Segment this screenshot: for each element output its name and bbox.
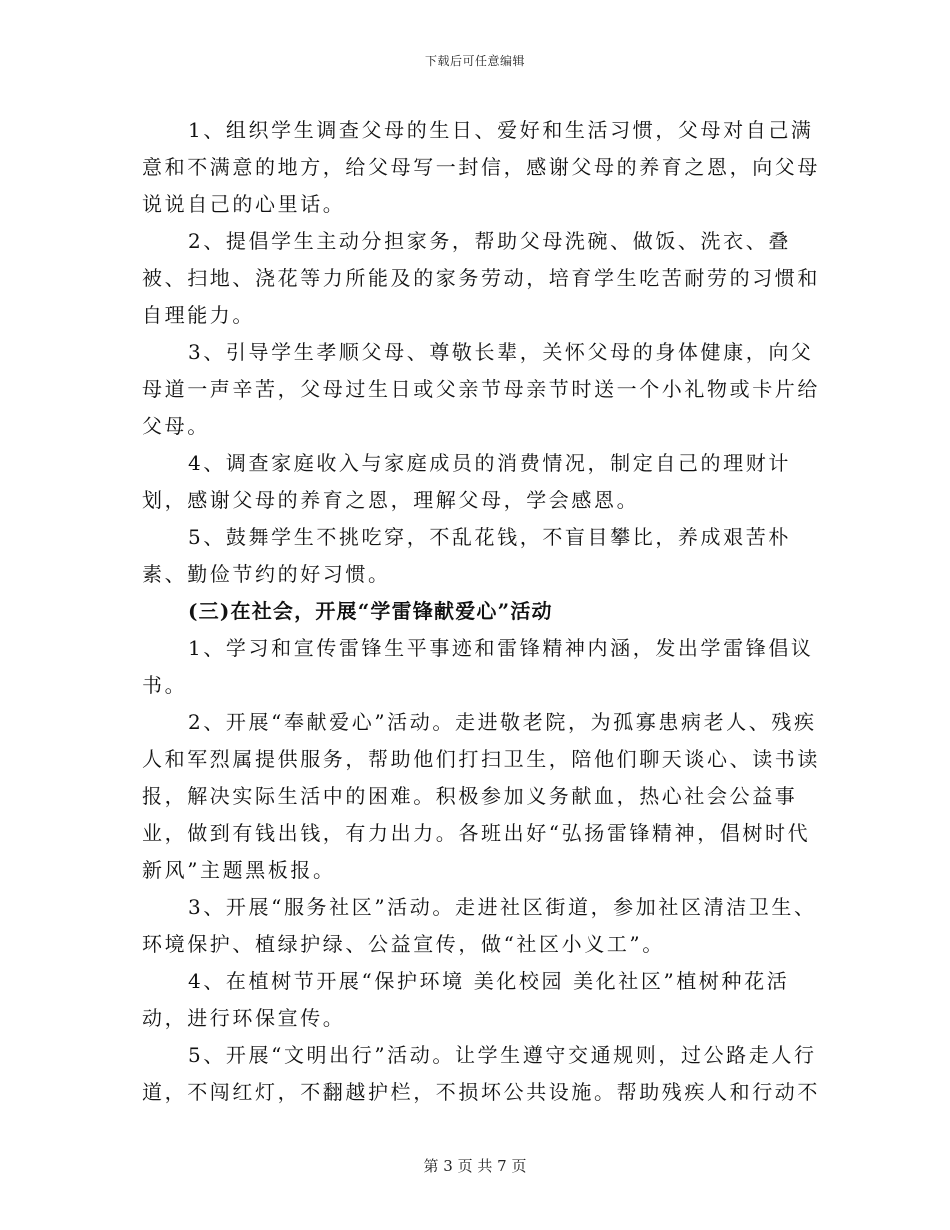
paragraph-item-5: 5、鼓舞学生不挑吃穿，不乱花钱，不盲目攀比，养成艰苦朴素、勤俭节约的好习惯。 bbox=[142, 525, 791, 586]
paragraph-item-3: 3、引导学生孝顺父母、尊敬长辈，关怀父母的身体健康，向父母道一声辛苦，父母过生日或父亲节母亲节时送一个小礼物或卡片给父母。 bbox=[142, 340, 820, 438]
document-body bbox=[142, 112, 822, 1111]
paragraph-item-4: 4、调查家庭收入与家庭成员的消费情况，制定自己的理财计划，感谢父母的养育之恩，理解父母，学会感恩。 bbox=[142, 451, 791, 512]
paragraph-item-2: 2、提倡学生主动分担家务，帮助父母洗碗、做饭、洗衣、叠被、扫地、浇花等力所能及的家务劳动，培育学生吃苦耐劳的习惯和自理能力。 bbox=[142, 229, 820, 327]
section-heading: (三)在社会，开展“学雷锋献爱心”活动 bbox=[188, 599, 553, 623]
page-number: 第 3 页 共 7 页 bbox=[423, 1157, 527, 1175]
page-header: 下载后可任意编辑 bbox=[424, 54, 525, 68]
paragraph-item-9: 4、在植树节开展“保护环境 美化校园 美化社区”植树种花活动，进行环保宣传。 bbox=[142, 969, 790, 1030]
paragraph-item-6: 1、学习和宣传雷锋生平事迹和雷锋精神内涵，发出学雷锋倡议书。 bbox=[142, 636, 814, 697]
paragraph-item-10: 5、开展“文明出行”活动。让学生遵守交通规则，过公路走人行道，不闯红灯，不翻越护栏，不损坏公共设施。帮助残疾人和行动不 bbox=[142, 1043, 820, 1104]
paragraph-item-8: 3、开展“服务社区”活动。走进社区街道，参加社区清洁卫生、环境保护、植绿护绿、公益宣传，做“社区小义工”。 bbox=[142, 895, 817, 956]
paragraph-item-7: 2、开展“奉献爱心”活动。走进敬老院，为孤寡患病老人、残疾人和军烈属提供服务，帮助他们打扫卫生，陪他们聊天谈心、读书读报，解决实际生活中的困难。积极参加义务献血，热心社会公益事业，做到有钱出钱，有力出力。各班出好“弘扬雷锋精神，倡树时代新风”主题黑板报。 bbox=[142, 710, 820, 882]
paragraph-item-1: 1、组织学生调查父母的生日、爱好和生活习惯，父母对自己满意和不满意的地方，给父母写一封信，感谢父母的养育之恩，向父母说说自己的心里话。 bbox=[142, 118, 820, 216]
